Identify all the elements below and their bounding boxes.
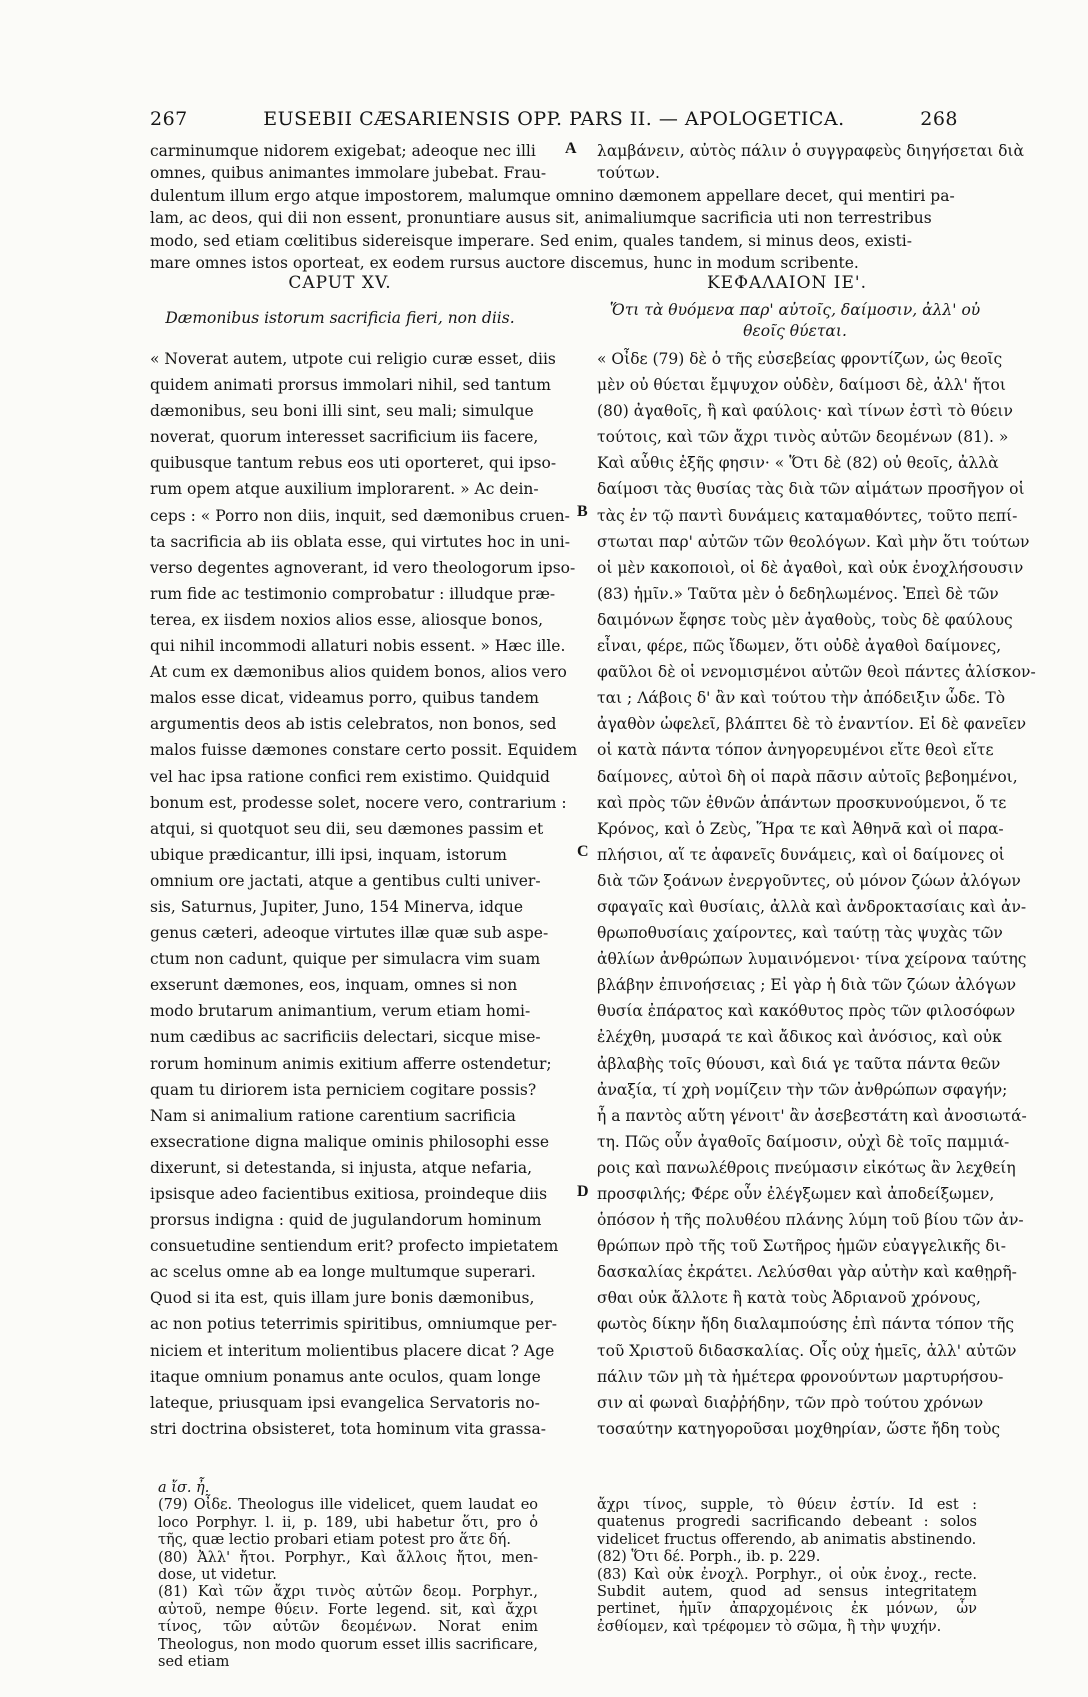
footnote: ἄχρι τίνος, supple, τὸ θύειν ἐστίν. Id est : quatenus progredi sacrificando debeant : solos videlicet fructus offerendo, ab animatis abstinendo.	[597, 1497, 977, 1548]
footnotes-right	[597, 1497, 977, 1636]
text-line: ctum non cadunt, quique per simulacra vim suam	[150, 950, 541, 969]
text-line: τὰς ἐν τῷ παντὶ δυνάμεις καταμαθόντες, τοῦτο πεπί-	[597, 506, 1018, 525]
margin-marker-d: D	[577, 1183, 589, 1200]
text-line: ceps : « Porro non diis, inquit, sed dæmonibus cruen-	[150, 506, 570, 525]
page-number-left: 267	[150, 108, 188, 130]
text-line: τη. Πῶς οὖν ἀγαθοῖς δαίμοσιν, οὐχὶ δὲ τοῖς παμμιά-	[597, 1132, 1010, 1151]
text-line: προσφιλής; Φέρε οὖν ἐλέγξωμεν καὶ ἀποδείξωμεν,	[597, 1185, 995, 1203]
margin-marker-a: A	[565, 140, 577, 157]
text-line: λαμβάνειν, αὐτὸς πάλιν ὁ συγγραφεὺς διηγήσεται διὰ	[597, 142, 1024, 160]
text-line: ἀθλίων ἀνθρώπων λυμαινόμενοι· τίνα χείρονα ταύτης	[597, 950, 1027, 969]
footnotes-left	[158, 1480, 538, 1671]
text-line: dixerunt, si detestanda, si injusta, atque nefaria,	[150, 1158, 532, 1177]
text-line: σιν αἱ φωναὶ διαῤῥήδην, τῶν πρὸ τούτου χρόνων	[597, 1393, 984, 1412]
intro-wide-text	[150, 185, 1008, 275]
text-line: ἐλέχθη, μυσαρά τε καὶ ἄδικος καὶ ἀνόσιος, καὶ οὐκ	[597, 1028, 1002, 1047]
text-line: qui nihil incommodi allaturi nobis essent. » Hæc ille.	[150, 637, 566, 656]
text-line: argumentis deos ab istis celebratos, non bonos, sed	[150, 715, 557, 734]
text-line: ac non potius teterrimis spiritibus, omniumque per-	[150, 1315, 557, 1334]
text-line: malos fuisse dæmones constare certo possit. Equidem	[150, 741, 578, 760]
text-line: terea, ex iisdem noxios alios esse, aliosque bonos,	[150, 610, 544, 629]
running-header	[150, 108, 958, 136]
footnote: (83) Καὶ οὐκ ἐνοχλ. Porphyr., οἱ οὐκ ἐνοχ., recte. Subdit autem, quod ad sensus integritatem pertinet, ἡμῖν ἀπαρχομένοις ἐκ μόνων, ὧν ἐσθίομεν, καὶ τρέφομεν τὸ σῶμα, ἢ τὴν ψυχήν.	[597, 1566, 977, 1635]
footnote: (82) Ὅτι δέ. Porph., ib. p. 229.	[597, 1549, 821, 1566]
text-line: σθαι οὐκ ἄλλοτε ἢ κατὰ τοὺς Ἀδριανοῦ χρόνους,	[597, 1289, 981, 1308]
text-line: omnium ore jactati, atque a gentibus culti univer-	[150, 871, 541, 890]
text-line: « Οἶδε (79) δὲ ὁ τῆς εὐσεβείας φροντίζων, ὡς θεοῖς	[597, 350, 1003, 368]
text-line: Κρόνος, καὶ ὁ Ζεὺς, Ἥρα τε καὶ Ἀθηνᾶ καὶ οἱ παρα-	[597, 819, 1004, 838]
intro-left	[150, 140, 547, 185]
text-line: omnes, quibus animantes immolare jubebat. Frau-	[150, 164, 547, 183]
footnote: (79) Οἶδε. Theologus ille videlicet, quem laudat eo loco Porphyr. l. ii, p. 189, ubi habetur ὅτι, pro ὁ τῆς, quæ lectio probari etiam potest pro ἅτε δή.	[158, 1497, 538, 1549]
text-line: vel hac ipsa ratione confici rem existimo. Quidquid	[150, 767, 550, 786]
text-line: mare omnes istos oporteat, ex eodem rursus auctore discemus, hunc in modum scribente.	[150, 254, 859, 273]
text-line: ὁπόσον ἡ τῆς πολυθέου πλάνης λύμη τοῦ βίου τῶν ἀν-	[597, 1211, 1024, 1230]
intro-right	[597, 140, 1024, 185]
text-line: θρωποθυσίαις χαίροντες, καὶ ταύτῃ τὰς ψυχὰς τῶν	[597, 924, 1003, 943]
text-line: quibusque tantum rebus eos uti oporteret, qui ipso-	[150, 454, 557, 473]
text-line: dæmonibus, seu boni illi sint, seu mali; simulque	[150, 402, 534, 421]
latin-column	[150, 346, 578, 1442]
text-line: rorum hominum animis exitium afferre ostendetur;	[150, 1054, 552, 1073]
text-line: verso degentes agnoverant, id vero theologorum ipso-	[150, 558, 576, 577]
footnote-a: a ἴσ. ἦ.	[158, 1480, 210, 1496]
footnote: (81) Καὶ τῶν ἄχρι τινὸς αὐτῶν δεομ. Porphyr., αὐτοῦ, nempe θύειν. Forte legend. sit, καὶ ἄχρι τίνος, τῶν αὐτῶν δεομένων. Norat enim Theologus, non modo quorum esset illis sacrificare, sed etiam	[158, 1584, 538, 1671]
text-line: « Noverat autem, utpote cui religio curæ esset, diis	[150, 350, 556, 368]
text-line: ac scelus omne ab ea longe multumque superari.	[150, 1263, 536, 1282]
text-line: δασκαλίας ἐκράτει. Λελύσθαι γὰρ αὐτὴν καὶ καθῃρῆ-	[597, 1263, 1017, 1282]
chapter-subtitle-latin: Dæmonibus istorum sacrificia fieri, non diis.	[165, 309, 515, 327]
text-line: καὶ πρὸς τῶν ἐθνῶν ἁπάντων προσκυνούμενοι, ὅ τε	[597, 793, 1007, 812]
text-line: ipsisque adeo facientibus exitiosa, proindeque diis	[150, 1185, 548, 1203]
text-line: lateque, priusquam ipsi evangelica Servatoris no-	[150, 1393, 540, 1412]
text-line: rum fide ac testimonio comprobatur : illudque præ-	[150, 584, 556, 603]
text-line: exsecratione digna malique ominis philosophi esse	[150, 1132, 550, 1151]
text-line: φωτὸς δίκην ἤδη διαλαμπούσης ἐπὶ πάντα τόπον τῆς	[597, 1315, 1015, 1334]
text-line: sis, Saturnus, Jupiter, Juno, 154 Minerva, idque	[150, 897, 524, 916]
text-line: rum opem atque auxilium implorarent. » Ac dein-	[150, 480, 539, 499]
text-line: Quod si ita est, quis illam jure bonis dæmonibus,	[150, 1289, 535, 1308]
text-line: niciem et interitum molientibus placere dicat ? Age	[150, 1341, 555, 1360]
text-line: carminumque nidorem exigebat; adeoque nec illi	[150, 142, 536, 160]
text-line: (80) ἀγαθοῖς, ἢ καὶ φαύλοις· καὶ τίνων ἐστὶ τὸ θύειν	[597, 402, 1013, 421]
margin-marker-c: C	[577, 843, 589, 860]
text-line: σφαγαῖς καὶ θυσίαις, ἀλλὰ καὶ ἀνδροκτασίαις καὶ ἀν-	[597, 897, 1027, 916]
text-line: πλήσιοι, αἵ τε ἀφανεῖς δυνάμεις, καὶ οἱ δαίμονες οἱ	[597, 845, 1005, 864]
text-line: δαίμονες, αὐτοὶ δὴ οἱ παρὰ πᾶσιν αὐτοῖς βεβοημένοι,	[597, 767, 1018, 786]
text-line: (83) ἡμῖν.» Ταῦτα μὲν ὁ δεδηλωμένος. Ἐπεὶ δὲ τῶν	[597, 584, 999, 603]
text-line: θρώπων πρὸ τῆς τοῦ Σωτῆρος ἡμῶν εὐαγγελικῆς δι-	[597, 1237, 1007, 1256]
text-line: εἶναι, φέρε, πῶς ἴδωμεν, ὅτι οὐδὲ ἀγαθοὶ δαίμονες,	[597, 637, 1002, 656]
text-line: ta sacrificia ab iis oblata esse, qui virtutes hoc in uni-	[150, 532, 570, 551]
text-line: noverat, quorum interesset sacrificium iis facere,	[150, 428, 539, 447]
text-line: consuetudine sentiendum erit? profecto impietatem	[150, 1237, 559, 1256]
text-line: modo, sed etiam cœlitibus sidereisque imperare. Sed enim, quales tandem, si minus deos, existi-	[150, 231, 912, 250]
text-line: prorsus indigna : quid de jugulandorum hominum	[150, 1211, 542, 1230]
text-line: malos esse dicat, videamus porro, quibus tandem	[150, 689, 539, 708]
text-line: stri doctrina obsisteret, tota hominum vita grassa-	[150, 1419, 546, 1438]
text-line: τούτοις, καὶ τῶν ἄχρι τινὸς αὐτῶν δεομένων (81). »	[597, 428, 1009, 447]
footnote: (80) Ἀλλ' ἤτοι. Porphyr., Καὶ ἄλλοις ἤτοι, men-dose, ut videtur.	[158, 1549, 538, 1584]
greek-column	[597, 346, 1036, 1442]
text-line: Καὶ αὖθις ἑξῆς φησιν· « Ὅτι δὲ (82) οὐ θεοῖς, ἀλλὰ	[597, 454, 999, 473]
text-line: μὲν οὐ θύεται ἔμψυχον οὐδὲν, δαίμοσι δὲ, ἀλλ' ἤτοι	[597, 376, 1006, 395]
text-line: atqui, si quotquot seu dii, seu dæmones passim et	[150, 819, 544, 838]
subtitle-line: θεοῖς θύεται.	[743, 322, 847, 340]
text-line: ται ; Λάβοις δ' ἂν καὶ τούτου τὴν ἀπόδειξιν ὧδε. Τὸ	[597, 689, 1006, 708]
text-line: θυσία ἐπάρατος καὶ κακόθυτος πρὸς τῶν φιλοσόφων	[597, 1002, 1016, 1021]
chapter-heading-latin: CAPUT XV.	[288, 273, 392, 293]
text-line: στωται παρ' αὐτῶν τῶν θεολόγων. Καὶ μὴν ὅτι τούτων	[597, 532, 1030, 551]
running-title: EUSEBII CÆSARIENSIS OPP. PARS II. — APOLOGETICA.	[263, 108, 845, 130]
text-line: ροις καὶ πανωλέθροις πνεύμασιν εἰκότως ἂν λεχθείη	[597, 1158, 1016, 1177]
text-line: ἀγαθὸν ὠφελεῖ, βλάπτει δὲ τὸ ἐναντίον. Εἰ δὲ φανεῖεν	[597, 715, 1027, 734]
text-line: πάλιν τῶν μὴ τὰ ἡμέτερα φρονούντων μαρτυρήσου-	[597, 1367, 1004, 1386]
text-line: quam tu diriorem ista perniciem cogitare possis?	[150, 1080, 537, 1099]
text-line: exserunt dæmones, eos, inquam, omnes si non	[150, 976, 518, 995]
text-line: At cum ex dæmonibus alios quidem bonos, alios vero	[150, 663, 567, 682]
text-line: num cædibus ac sacrificiis delectari, sicque mise-	[150, 1028, 541, 1047]
text-line: βλάβην ἐπινοήσειας ; Εἰ γὰρ ἡ διὰ τῶν ζώων ἀλόγων	[597, 976, 1017, 995]
chapter-subtitle-greek	[600, 300, 990, 342]
text-line: ἀβλαβὴς τοῖς θύουσι, καὶ διά γε ταῦτα πάντα θεῶν	[597, 1054, 1001, 1073]
text-line: dulentum illum ergo atque impostorem, malumque omnino dæmonem appellare decet, qui mentiri pa-	[150, 187, 955, 205]
margin-marker-b: B	[577, 503, 588, 520]
text-line: ἦ a παντὸς αὕτη γένοιτ' ἂν ἀσεβεστάτη καὶ ἀνοσιωτά-	[597, 1106, 1027, 1125]
text-line: lam, ac deos, qui dii non essent, pronuntiare ausus sit, animaliumque sacrificia uti non terrestribus	[150, 209, 932, 228]
text-line: τούτων.	[597, 164, 660, 183]
page-number-right: 268	[920, 108, 958, 130]
text-line: ἀναξία, τί χρὴ νομίζειν τὴν τῶν ἀνθρώπων σφαγήν;	[597, 1080, 1008, 1099]
subtitle-line: Ὅτι τὰ θυόμενα παρ' αὐτοῖς, δαίμοσιν, ἀλλ' οὐ	[609, 301, 981, 319]
text-line: οἱ κατὰ πάντα τόπον ἀνηγορευμένοι εἴτε θεοὶ εἴτε	[597, 741, 994, 760]
text-line: Nam si animalium ratione carentium sacrificia	[150, 1106, 516, 1125]
text-line: modo brutarum animantium, verum etiam homi-	[150, 1002, 531, 1021]
text-line: δαίμοσι τὰς θυσίας τὰς διὰ τῶν αἱμάτων προσῆγον οἱ	[597, 480, 1025, 499]
text-line: itaque omnium ponamus ante oculos, quam longe	[150, 1367, 541, 1386]
text-line: quidem animati prorsus immolari nihil, sed tantum	[150, 376, 551, 395]
text-line: διὰ τῶν ξοάνων ἐνεργοῦντες, οὐ μόνον ζώων ἀλόγων	[597, 871, 1021, 890]
chapter-heading-greek: ΚΕΦΑΛΑΙΟΝ ΙΕ'.	[706, 273, 867, 293]
text-line: δαιμόνων ἔφησε τοὺς μὲν ἀγαθοὺς, τοὺς δὲ φαύλους	[597, 610, 1013, 629]
text-line: οἱ μὲν κακοποιοὶ, οἱ δὲ ἀγαθοὶ, καὶ οὐκ ἐνοχλήσουσιν	[597, 558, 1024, 577]
text-line: genus cæteri, adeoque virtutes illæ quæ sub aspe-	[150, 924, 549, 943]
text-line: bonum est, prodesse solet, nocere vero, contrarium :	[150, 793, 567, 812]
text-line: τοῦ Χριστοῦ διδασκαλίας. Οἷς οὐχ ἡμεῖς, ἀλλ' αὐτῶν	[597, 1341, 1017, 1360]
text-line: τοσαύτην κατηγοροῦσαι μοχθηρίαν, ὥστε ἤδη τοὺς	[597, 1419, 1001, 1438]
text-line: φαῦλοι δὲ οἱ νενομισμένοι αὐτῶν θεοὶ πάντες ἁλίσκον-	[597, 663, 1036, 682]
text-line: ubique prædicantur, illi ipsi, inquam, istorum	[150, 845, 507, 864]
